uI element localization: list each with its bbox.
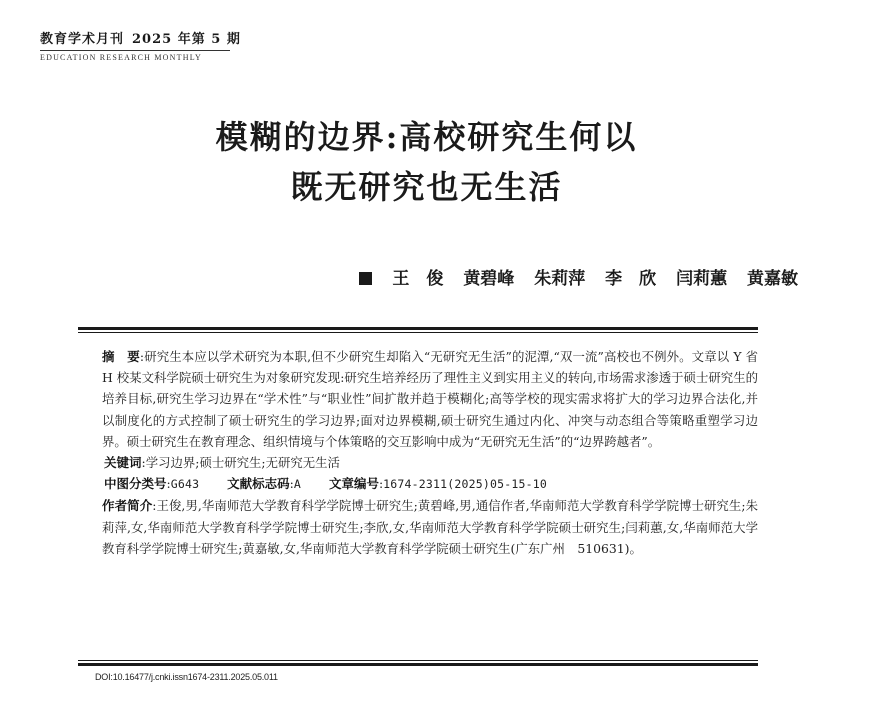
- abstract-paragraph: 摘 要:研究生本应以学术研究为本职,但不少研究生却陷入“无研究无生活”的泥潭,“双一流”高校也不例外。文章以 Y 省 H 校某文科学院硕士研究生为对象研究发现:研究生培养经历了理性主义到实用主义的转向,市场需求渗透于硕士研究生的培养目标,研究生学习边界在“学术性”与“职业性”间扩散并趋于模糊化;高等学校的现实需求将扩大的学习边界合法化,并以制度化的方式控制了硕士研究生的学习边界;面对边界模糊,硕士研究生通过内化、冲突与动态组合等策略重塑学习边界。硕士研究生在教育理念、组织情境与个体策略的交互影响中成为“无研究无生活”的“边界跨越者”。: [102, 349, 758, 449]
- issue-label: 2025 年第 5 期: [132, 32, 241, 47]
- keywords-row: 关键词:学习边界;硕士研究生;无研究无生活: [104, 455, 340, 471]
- masthead-rule: [40, 50, 230, 51]
- author-name: 李 欣: [605, 269, 657, 289]
- classification-row: 中图分类号:G643 文献标志码:A 文章编号:1674-2311(2025)05-15-10: [104, 476, 547, 492]
- author-name: 王 俊: [392, 269, 444, 289]
- author-name: 黄碧峰: [463, 269, 515, 289]
- author-name: 闫莉蕙: [676, 269, 728, 289]
- author-info-text: 王俊,男,华南师范大学教育科学学院博士研究生;黄碧峰,男,通信作者,华南师范大学教育科学学院博士研究生;朱莉萍,女,华南师范大学教育科学学院博士研究生;李欣,女,华南师范大学教育科学学院硕士研究生;闫莉蕙,女,华南师范大学教育科学学院博士研究生;黄嘉敏,女,华南师范大学教育科学学院硕士研究生(广东广州 510631)。: [102, 498, 758, 556]
- author-list: [359, 264, 798, 289]
- author-info-label: 作者简介: [102, 498, 153, 514]
- author-marker-icon: [359, 272, 372, 285]
- clc-label: 中图分类号: [104, 476, 167, 492]
- journal-name-english: EDUCATION RESEARCH MONTHLY: [40, 53, 202, 62]
- doc-code-value: A: [293, 477, 301, 492]
- abstract-top-rule: [78, 327, 758, 333]
- article-number-value: 1674-2311(2025)05-15-10: [383, 477, 547, 492]
- title-line-1: 模糊的边界:高校研究生何以: [215, 118, 638, 156]
- keywords-text: 学习边界;硕士研究生;无研究无生活: [145, 455, 340, 471]
- title-line-2: 既无研究也无生活: [290, 168, 563, 206]
- abstract-section: [78, 346, 758, 559]
- doc-code-label: 文献标志码: [227, 476, 290, 492]
- clc-value: G643: [170, 477, 200, 492]
- author-name: 黄嘉敏: [747, 269, 798, 289]
- abstract-bottom-rule: [78, 660, 758, 666]
- journal-header-line: [40, 28, 241, 47]
- journal-masthead: [40, 28, 241, 62]
- doi-text: DOI:10.16477/j.cnki.issn1674-2311.2025.05.011: [95, 672, 278, 682]
- keywords-label: 关键词: [104, 455, 142, 471]
- author-info-paragraph: 作者简介:王俊,男,华南师范大学教育科学学院博士研究生;黄碧峰,男,通信作者,华南师范大学教育科学学院博士研究生;朱莉萍,女,华南师范大学教育科学学院博士研究生;李欣,女,华南师范大学教育科学学院硕士研究生;闫莉蕙,女,华南师范大学教育科学学院博士研究生;黄嘉敏,女,华南师范大学教育科学学院硕士研究生(广东广州 510631)。: [102, 498, 758, 556]
- author-name: 朱莉萍: [534, 269, 586, 289]
- abstract-label: 摘 要: [102, 349, 140, 364]
- abstract-text: 研究生本应以学术研究为本职,但不少研究生却陷入“无研究无生活”的泥潭,“双一流”高校也不例外。文章以 Y 省 H 校某文科学院硕士研究生为对象研究发现:研究生培养经历了理性主义到实用主义的转向,市场需求渗透于硕士研究生的培养目标,研究生学习边界在“学术性”与“职业性”间扩散并趋于模糊化;高等学校的现实需求将扩大的学习边界合法化,并以制度化的方式控制了硕士研究生的学习边界;面对边界模糊,硕士研究生通过内化、冲突与动态组合等策略重塑学习边界。硕士研究生在教育理念、组织情境与个体策略的交互影响中成为“无研究无生活”的“边界跨越者”。: [102, 349, 758, 449]
- journal-name: 教育学术月刊: [40, 32, 125, 47]
- article-number-label: 文章编号: [328, 476, 379, 492]
- article-title: [0, 112, 883, 212]
